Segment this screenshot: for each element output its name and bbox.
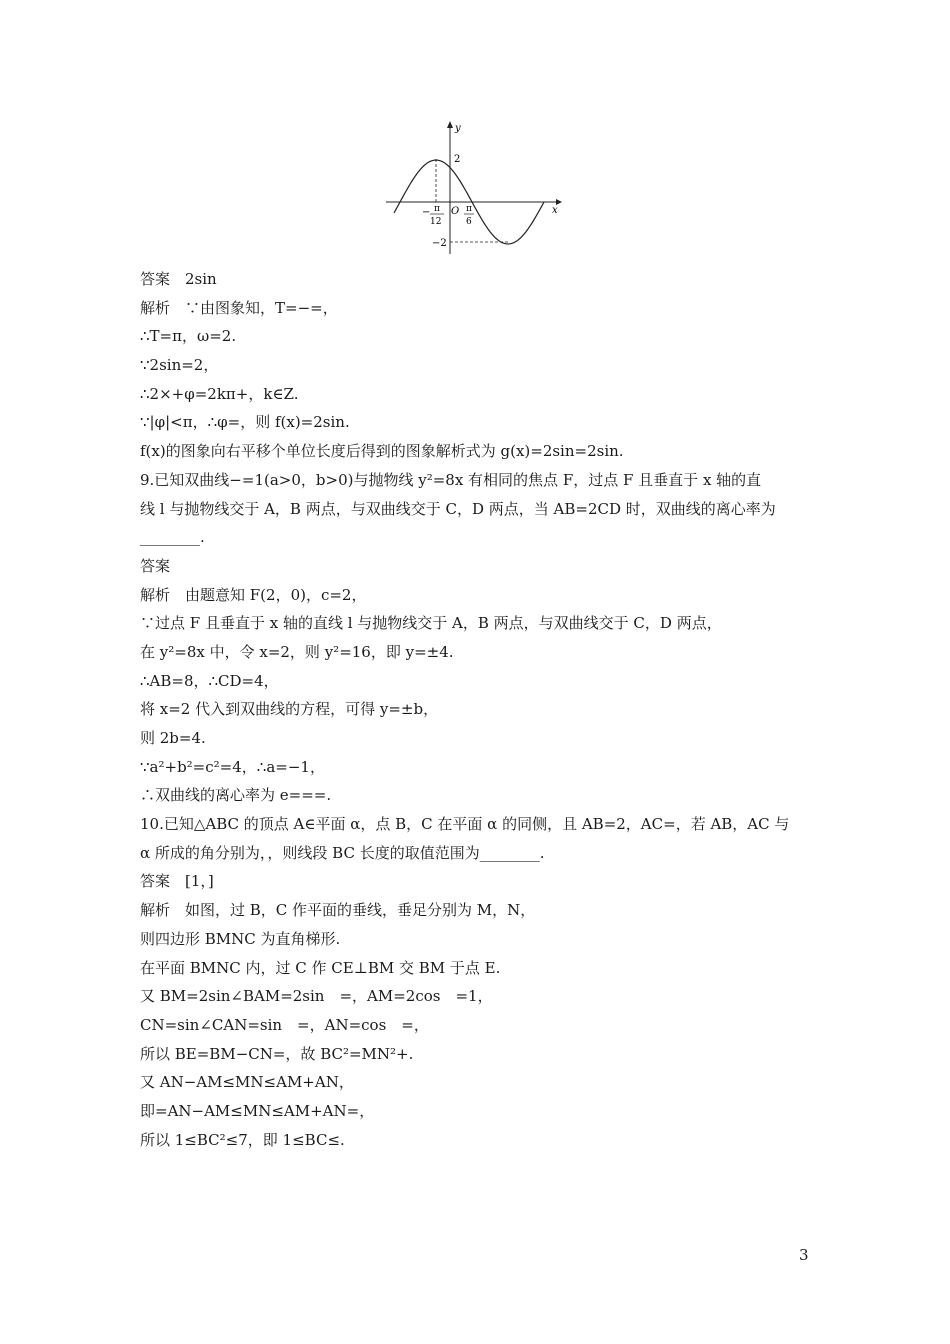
text-line: ∵a²+b²=c²=4，∴a=−1， <box>140 757 325 776</box>
text-line: 答案 [1，] <box>140 872 214 891</box>
text-line: 又 AN−AM≤MN≤AM+AN， <box>140 1073 354 1092</box>
text-line: 又 BM=2sin∠BAM=2sin =，AM=2cos =1， <box>140 987 493 1006</box>
question-9-line: 线 l 与抛物线交于 A，B 两点，与双曲线交于 C，D 两点，当 AB=2CD 时，双曲线的离心率为 <box>140 499 776 518</box>
text-line: CN=sin∠CAN=sin =，AN=cos =， <box>140 1015 429 1034</box>
page-number: 3 <box>799 1246 809 1264</box>
text-line: ∴双曲线的离心率为 e===. <box>140 786 332 805</box>
text-line: 答案 <box>140 556 171 575</box>
pos-x-numerator: π <box>466 204 472 214</box>
text-line: ∵2sin=2， <box>140 356 219 375</box>
neg-x-minus: − <box>422 207 431 218</box>
document-body <box>140 265 820 1154</box>
text-line: ∴T=π，ω=2. <box>140 327 237 346</box>
y-axis-label: y <box>455 123 461 134</box>
text-line: 在平面 BMNC 内，过 C 作 CE⊥BM 交 BM 于点 E. <box>140 958 501 977</box>
question-9-blank: ________. <box>140 528 205 547</box>
text-line: ∵过点 F 且垂直于 x 轴的直线 l 与抛物线交于 A，B 两点，与双曲线交于 C，D 两点， <box>140 614 722 633</box>
text-line: 解析 如图，过 B，C 作平面的垂线，垂足分别为 M，N， <box>140 901 536 920</box>
text-line: 所以 1≤BC²≤7，即 1≤BC≤. <box>140 1130 345 1149</box>
text-line: 将 x=2 代入到双曲线的方程，可得 y=±b， <box>140 700 439 719</box>
neg-x-denominator: 12 <box>430 217 442 227</box>
question-10-line: α 所成的角分别为，，则线段 BC 长度的取值范围为________. <box>140 843 545 862</box>
text-line: ∴AB=8，∴CD=4， <box>140 671 279 690</box>
y-axis-arrow <box>447 121 453 128</box>
text-line: ∴2×+φ=2kπ+，k∈Z. <box>140 384 299 403</box>
question-10-line: 10.已知△ABC 的顶点 A∈平面 α，点 B，C 在平面 α 的同侧，且 AB=2，AC=，若 AB，AC 与 <box>140 815 790 834</box>
origin-label: O <box>451 206 460 217</box>
text-line: 解析 ∵由图象知，T=−=， <box>140 298 338 317</box>
text-line: 在 y²=8x 中，令 x=2，则 y²=16，即 y=±4. <box>140 642 454 661</box>
text-line: 即=AN−AM≤MN≤AM+AN=， <box>140 1101 375 1120</box>
max-label: 2 <box>454 154 461 165</box>
x-axis-label: x <box>552 205 558 216</box>
question-9-line: 9.已知双曲线−=1(a>0，b>0)与抛物线 y²=8x 有相同的焦点 F，过点 F 且垂直于 x 轴的直 <box>140 470 762 489</box>
text-line: 解析 由题意知 F(2，0)，c=2， <box>140 585 367 604</box>
text-line: 答案 2sin <box>140 270 217 288</box>
text-line: f(x)的图象向右平移个单位长度后得到的图象解析式为 g(x)=2sin=2sin. <box>140 442 624 461</box>
text-line: 则 2b=4. <box>140 729 206 747</box>
text-line: 则四边形 BMNC 为直角梯形. <box>140 929 341 948</box>
pos-x-denominator: 6 <box>466 217 472 227</box>
text-line: ∵|φ|<π，∴φ=，则 f(x)=2sin. <box>140 413 350 432</box>
text-line: 所以 BE=BM−CN=，故 BC²=MN²+. <box>140 1044 414 1063</box>
min-label: −2 <box>432 238 447 249</box>
neg-x-numerator: π <box>434 204 440 214</box>
sine-graph <box>384 118 564 258</box>
